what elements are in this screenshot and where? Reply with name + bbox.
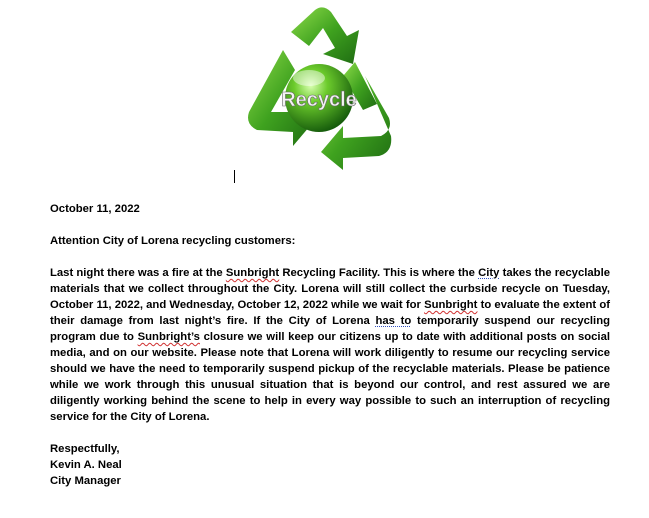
spellcheck-word[interactable]: Sunbright <box>225 267 280 279</box>
letter-date: October 11, 2022 <box>50 203 140 215</box>
signer-name: Kevin A. Neal <box>50 459 122 471</box>
body-text-segment: Recycling Facility. This is where the <box>279 267 479 279</box>
letter-closing: Respectfully, <box>50 443 120 455</box>
body-text-segment: to evaluate the extent of their damage from last night’s fire. If the City of Lorena <box>50 299 610 327</box>
letter-signature-block <box>50 441 610 489</box>
text-cursor <box>234 170 235 183</box>
body-text-segment: takes the recyclable materials that we collect throughout the City. Lorena will still collect the curbside recycle on Tuesday, October 11, 2022, and Wednesday, October 12, 2022 while we wait for <box>50 267 610 311</box>
letter-body-paragraph <box>50 265 610 425</box>
spellcheck-word[interactable]: Sunbright’s <box>137 331 200 343</box>
spellcheck-word[interactable]: Sunbright <box>424 299 478 311</box>
body-text-segment: closure we will keep our citizens up to date with additional posts on social media, and on our website. Please note that Lorena will work diligently to resume our recycling service should we have the need to temporarily suspend pickup of the recyclable materials. Please be patience while we work through this unusual situation that is beyond our control, and rest assured we are diligently working behind the scene to help in every way possible to such an interruption of recycling service for the City of Lorena. <box>50 331 610 423</box>
grammar-flag-word[interactable]: City <box>478 267 500 279</box>
recycle-icon <box>243 2 393 170</box>
body-text-segment: temporarily suspend our recycling program due to <box>50 315 610 343</box>
letter-attention-line: Attention City of Lorena recycling customers: <box>50 235 296 247</box>
body-text-segment: Last night there was a fire at the <box>50 267 226 279</box>
signer-title: City Manager <box>50 475 121 487</box>
recycle-logo-label: Recycle <box>281 89 357 111</box>
grammar-flag-word[interactable]: has to <box>375 315 412 327</box>
